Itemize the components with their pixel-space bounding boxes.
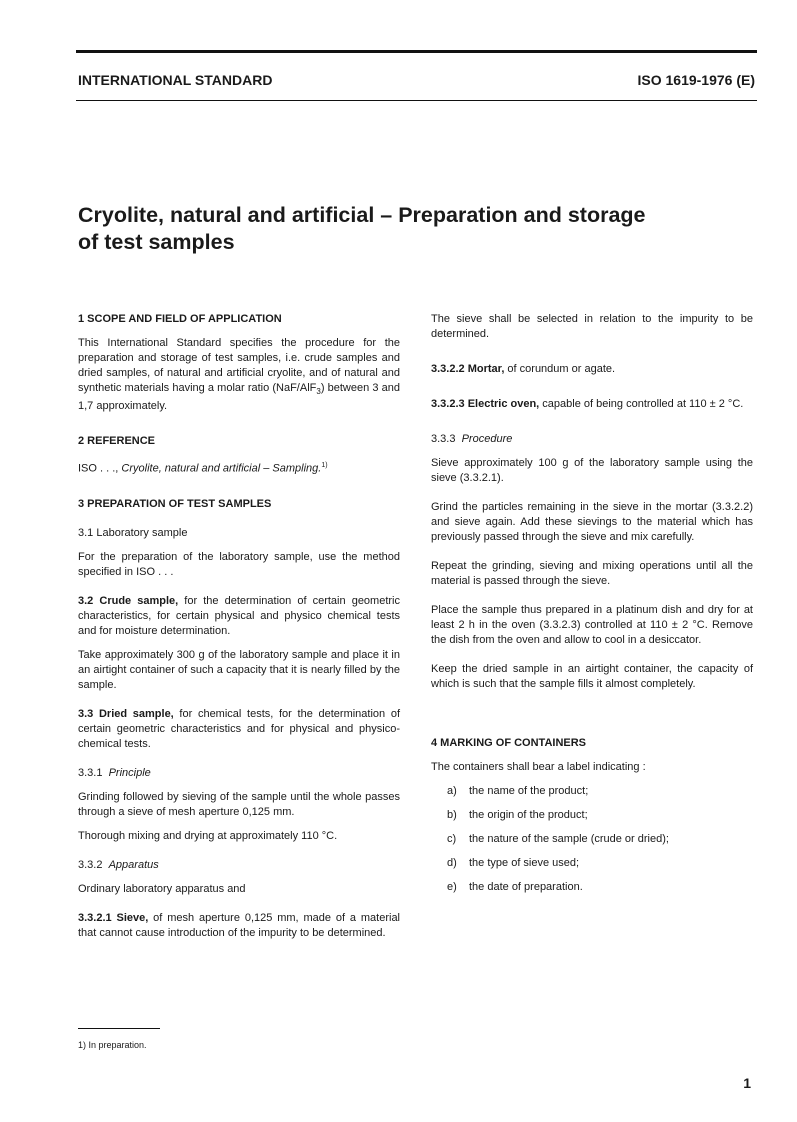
section-1-heading: 1 SCOPE AND FIELD OF APPLICATION xyxy=(78,313,282,325)
footnote-marker: 1) xyxy=(321,462,328,470)
section-3-3-3-title: Procedure xyxy=(461,433,513,445)
list-item-label: b) xyxy=(447,809,457,821)
document-title xyxy=(78,202,738,256)
section-3-2-text xyxy=(78,594,400,639)
list-item-label: e) xyxy=(447,881,457,893)
section-3-3-3-heading xyxy=(431,432,753,447)
list-item xyxy=(447,784,753,799)
section-3-1-heading: 3.1 Laboratory sample xyxy=(78,526,188,539)
section-3-3-heading: 3.3 Dried sample, xyxy=(78,707,174,720)
list-item-label: d) xyxy=(447,857,457,869)
list-item-text: the name of the product; xyxy=(469,785,589,797)
section-3-3-1-text-2: Thorough mixing and drying at approximately 110 °C. xyxy=(78,829,338,842)
section-3-3-2-1-heading: 3.3.2.1 Sieve, xyxy=(78,911,149,924)
section-3-3-2-2-text xyxy=(431,362,753,377)
section-3-3-1-title: Principle xyxy=(108,766,151,779)
section-3-heading: 3 PREPARATION OF TEST SAMPLES xyxy=(78,497,272,510)
section-3-2-heading: 3.2 Crude sample, xyxy=(78,594,179,607)
section-3-3-2-3-body: capable of being controlled at 110 ± 2 °C. xyxy=(539,398,744,410)
procedure-step-2: Grind the particles remaining in the sieve in the mortar (3.3.2.2) and sieve again. Add these sievings to the material which has previously passed through the sieve and mix carefully. xyxy=(431,501,753,543)
header-bottom-rule xyxy=(76,100,757,101)
section-3-3-body: for chemical tests, for the determination of certain geometric characteristics and for physical and physico-chemical tests. xyxy=(78,707,400,750)
list-item-text: the nature of the sample (crude or dried); xyxy=(469,833,669,845)
list-item xyxy=(447,808,753,823)
footnote-rule xyxy=(78,1028,160,1029)
procedure-step-1: Sieve approximately 100 g of the laboratory sample using the sieve (3.3.2.1). xyxy=(431,457,753,484)
list-item xyxy=(447,832,753,847)
procedure-step-5: Keep the dried sample in an airtight container, the capacity of which is such that the sample fills it almost completely. xyxy=(431,663,753,690)
section-2-text xyxy=(78,458,400,477)
title-line-1: Cryolite, natural and artificial – Preparation and storage xyxy=(78,203,646,227)
section-3-3-2-number: 3.3.2 xyxy=(78,858,103,871)
section-3-3-2-1-body: of mesh aperture 0,125 mm, made of a material that cannot cause introduction of the impurity to be determined. xyxy=(78,911,400,939)
section-3-3-2-2-heading: 3.3.2.2 Mortar, xyxy=(431,363,505,375)
procedure-step-4: Place the sample thus prepared in a platinum dish and dry for at least 2 h in the oven (3.3.2.3) controlled at 110 ± 2 °C. Remove the dish from the oven and allow to cool in a desiccator. xyxy=(431,604,753,646)
section-1-text-b: ) between 3 and 1,7 approximately. xyxy=(78,382,400,413)
procedure-step-3: Repeat the grinding, sieving and mixing operations until all the material is passed through the sieve. xyxy=(431,560,753,587)
section-1-subscript: 3 xyxy=(316,387,321,397)
list-item xyxy=(447,880,753,895)
footnote: 1) In preparation. xyxy=(78,1040,147,1050)
section-3-1-text: For the preparation of the laboratory sample, use the method specified in ISO . . . xyxy=(78,550,400,578)
title-line-2: of test samples xyxy=(78,230,235,254)
section-3-3-text xyxy=(78,707,400,752)
header-document-number: ISO 1619-1976 (E) xyxy=(637,72,755,88)
section-3-3-2-text: Ordinary laboratory apparatus and xyxy=(78,882,246,895)
section-3-3-2-2-body: of corundum or agate. xyxy=(504,363,616,375)
section-3-3-2-title: Apparatus xyxy=(108,858,159,871)
section-3-3-2-1-text xyxy=(78,911,400,941)
section-3-3-1-heading xyxy=(78,766,400,781)
list-item-text: the date of preparation. xyxy=(469,881,583,893)
section-1-text xyxy=(78,336,400,414)
section-3-3-1-text: Grinding followed by sieving of the sample until the whole passes through a sieve of mesh aperture 0,125 mm. xyxy=(78,790,400,818)
list-item-text: the origin of the product; xyxy=(469,809,588,821)
list-item xyxy=(447,856,753,871)
section-3-3-2-3-heading: 3.3.2.3 Electric oven, xyxy=(431,398,540,410)
list-item-text: the type of sieve used; xyxy=(469,857,580,869)
section-2-heading: 2 REFERENCE xyxy=(78,435,156,448)
list-item-label: a) xyxy=(447,785,457,797)
header-standard-label: INTERNATIONAL STANDARD xyxy=(78,72,273,88)
section-2-reference-title: Cryolite, natural and artificial – Sampling. xyxy=(121,462,322,475)
list-item-label: c) xyxy=(447,833,457,845)
left-column xyxy=(78,312,400,941)
section-3-2-body: for the determination of certain geometric characteristics, for certain physical and physico chemical tests and for moisture determination. xyxy=(78,594,400,637)
header-top-rule xyxy=(76,50,757,53)
label-items-list xyxy=(431,784,753,895)
section-3-3-2-heading xyxy=(78,858,400,873)
section-3-3-1-number: 3.3.1 xyxy=(78,766,103,779)
sieve-selection-text: The sieve shall be selected in relation to the impurity to be determined. xyxy=(431,313,753,340)
section-2-text-a: ISO . . ., xyxy=(78,462,122,475)
section-1-text-a: This International Standard specifies the procedure for the preparation and storage of test samples, i.e. crude samples and dried samples, of natural and artificial cryolite, and of natural and synthetic materials having a molar ratio (NaF/AlF xyxy=(78,337,400,394)
right-column xyxy=(431,312,753,904)
section-3-3-2-3-text xyxy=(431,397,753,412)
section-3-2-text-2: Take approximately 300 g of the laboratory sample and place it in an airtight container of such a capacity that it is nearly filled by the sample. xyxy=(78,648,400,691)
section-3-3-3-number: 3.3.3 xyxy=(431,433,456,445)
section-4-text: The containers shall bear a label indicating : xyxy=(431,761,646,773)
section-4-heading: 4 MARKING OF CONTAINERS xyxy=(431,737,587,749)
page-number: 1 xyxy=(743,1075,751,1091)
